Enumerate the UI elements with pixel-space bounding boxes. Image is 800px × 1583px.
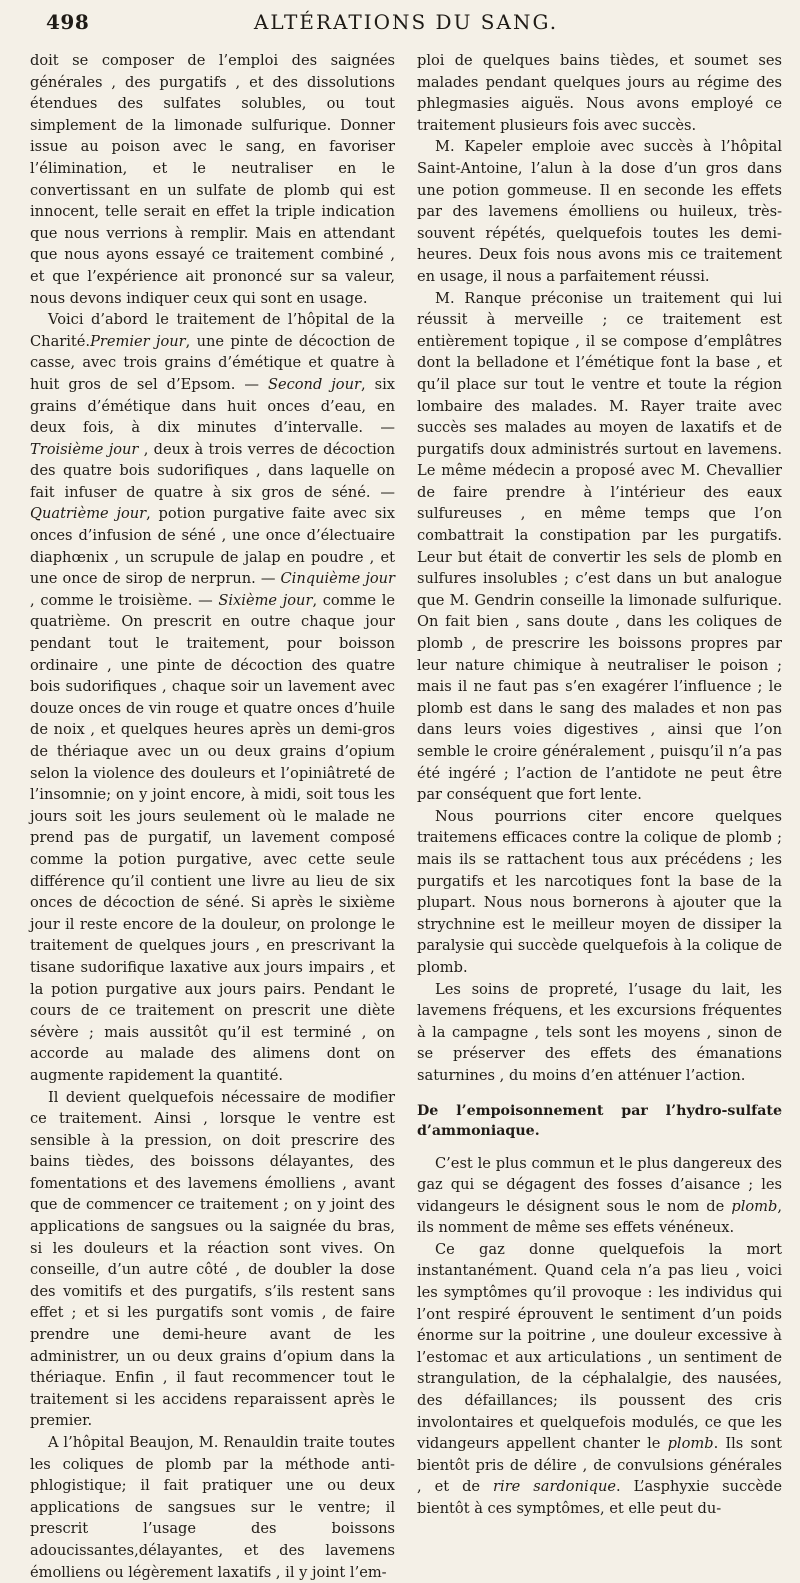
italic-run: Sixième jour: [218, 591, 313, 609]
italic-run: Cinquième jour: [280, 570, 396, 588]
text-run: , ils nomment de même ses effets vénéneux.: [417, 1197, 782, 1237]
italic-run: Second jour: [267, 375, 361, 393]
text-run: C’est le plus commun et le plus dangereux des gaz qui se dégagent des fosses d’aisance ; les vidangeurs le désignent sous le nom de: [417, 1154, 782, 1215]
text-run: , comme le quatrième. On prescrit en outre chaque jour pendant tout le traitement, pour boisson ordinaire , une pinte de décoction des quatre bois sudorifiques , chaque soir un lavement avec douze onces de vin rouge et quatre onces d’huile de noix , et quelques heures après un demi-gros de thériaque avec un ou deux grains d’opium selon la violence des douleurs et l’opiniâtreté de l’insomnie; on y joint encore, à midi, soit tous les jours soit les jours seulement où le malade ne prend pas de purgatif, un lavement composé comme la potion purgative, avec cette seule différence qu’il contient une livre au lieu de six onces de décoction de séné. Si après le sixième jour il reste encore de la douleur, on prolonge le traitement de quelques jours , en prescrivant la tisane sudorifique laxative aux jours impairs , et la potion purgative aux jours pairs. Pendant le cours de ce traitement on prescrit une diète sévère ; mais aussitôt qu’il est terminé , on accorde au malade des alimens dont on augmente rapidement la quantité.: [30, 591, 396, 1084]
section-title: De l’empoisonnement par l’hydro-sulfate d’ammoniaque.: [417, 1102, 782, 1139]
running-title: ALTÉRATIONS DU SANG.: [253, 10, 559, 34]
paragraph: ploi de quelques bains tièdes, et soumet ses malades pendant quelques jours au régime des phlegmasies aiguës. Nous avons employé ce traitement plusieurs fois avec succès.: [417, 52, 782, 134]
page-header: [30, 8, 782, 42]
paragraph: [30, 309, 395, 1086]
text-run: , potion purgative faite avec six onces d’infusion de séné , une once d’électuaire diaphœnix , un scrupule de jalap en poudre , et une once de sirop de nerprun. —: [30, 505, 396, 588]
italic-run: plomb: [667, 1435, 714, 1453]
italic-run: Troisième jour: [30, 440, 139, 458]
paragraph: M. Kapeler emploie avec succès à l’hôpital Saint-Antoine, l’alun à la dose d’un gros dans une potion gommeuse. Il en seconde les effets par des lavemens émolliens ou huileux, très-souvent répétés, quelquefois toutes les demi-heures. Deux fois nous avons mis ce traitement en usage, il nous a parfaitement réussi.: [417, 138, 782, 285]
text-run: . L’asphyxie succède bientôt à ces symptômes, et elle peut du-: [417, 1478, 782, 1517]
text-run: Ce gaz donne quelquefois la mort instantanément. Quand cela n’a pas lieu , voici les symptômes qu’il provoque : les individus qui l’ont respiré éprouvent le sentiment d’un poids énorme sur la poitrine , une douleur excessive à l’estomac et aux articulations , un sentiment de strangulation, de la céphalalgie, des nausées, des défaillances; ils poussent des cris involontaires et quelquefois modulés, ce que les vidangeurs appellent chanter le: [417, 1240, 782, 1453]
italic-run: Premier jour: [90, 332, 186, 350]
paragraph: M. Ranque préconise un traitement qui lui réussit à merveille ; ce traitement est entièrement topique , il se compose d’emplâtres dont la belladone et l’émétique font la base , et qu’il place sur tout le ventre et toute la région lombaire des malades. M. Rayer traite avec succès ses malades au moyen de laxatifs et de purgatifs doux administrés surtout en lavemens. Le même médecin a proposé avec M. Chevallier de faire prendre à l’intérieur des eaux sulfureuses , en même temps que l’on combattrait la constipation par les purgatifs. Leur but était de convertir les sels de plomb en sulfures insolubles ; c’est dans un but analogue que M. Gendrin conseille la limonade sulfurique. On fait bien , sans doute , dans les coliques de plomb , de prescrire les boissons propres par leur nature chimique à neutraliser le poison ; mais il ne faut pas s’en exagérer l’influence ; le plomb est dans le sang des malades et non pas dans leurs voies digestives , ainsi que l’on semble le croire généralement , puisqu’il n’a pas été ingéré ; l’action de l’antidote ne peut être par conséquent que fort lente.: [417, 289, 782, 804]
text-run: , deux à trois verres de décoction des quatre bois sudorifiques , dans laquelle on fait infuser de quatre à six gros de séné. —: [30, 440, 395, 501]
paragraph: Les soins de propreté, l’usage du lait, les lavemens fréquens, et les excursions fréquentes à la campagne , tels sont les moyens , sinon de se préserver des effets des émanations saturnines , du moins d’en atténuer l’action.: [417, 980, 782, 1084]
text-run: , comme le troisième. —: [30, 591, 219, 609]
paragraph: Nous pourrions citer encore quelques traitemens efficaces contre la colique de plomb ; mais ils se rattachent tous aux précédens ; les purgatifs et les narcotiques font la base de la plupart. Nous nous bornerons à ajouter que la strychnine est le meilleur moyen de dissiper la paralysie qui succède quelquefois à la colique de plomb.: [417, 807, 782, 976]
text-run: . Ils sont bientôt pris de délire , de convulsions générales , et de: [417, 1435, 782, 1496]
text-run: , six grains d’émétique dans huit onces d’eau, en deux fois, à dix minutes d’intervalle. —: [30, 375, 395, 437]
paragraph: Il devient quelquefois nécessaire de modifier ce traitement. Ainsi , lorsque le ventre est sensible à la pression, on doit prescrire des bains tièdes, des boissons délayantes, des fomentations et des lavemens émolliens , avant que de commencer ce traitement ; on y joint des applications de sangsues ou la saignée du bras, si les douleurs et la réaction sont vives. On conseille, d’un autre côté , de doubler la dose des vomitifs et des purgatifs, s’ils restent sans effet ; et si les purgatifs sont vomis , de faire prendre une demi-heure avant de les administrer, un ou deux grains d’opium dans la thériaque. Enfin , il faut recommencer tout le traitement si les accidens reparaissent après le premier.: [30, 1088, 395, 1430]
left-column: [30, 50, 395, 1583]
text-run: , une pinte de décoction de casse, avec trois grains d’émétique et quatre à huit gros de sel d’Epsom. —: [30, 332, 395, 393]
page-number: 498: [46, 10, 90, 34]
italic-run: Quatrième jour: [30, 505, 147, 523]
italic-run: rire sardonique: [493, 1478, 617, 1496]
right-column: [417, 50, 782, 1583]
paragraph: [417, 1153, 782, 1239]
italic-run: plomb: [731, 1197, 778, 1215]
text-run: Voici d’abord le traitement de l’hôpital de la Charité.: [30, 311, 395, 350]
two-column-body: [30, 50, 782, 1583]
paragraph: [417, 1239, 782, 1520]
paragraph: doit se composer de l’emploi des saignées générales , des purgatifs , et des dissolutions étendues des sulfates solubles, ou tout simplement de la limonade sulfurique. Donner issue au poison avec le sang, en favoriser l’élimination, et le neutraliser en le convertissant en un sulfate de plomb qui est innocent, telle serait en effet la triple indication que nous verrions à remplir. Mais en attendant que nous ayons essayé ce traitement combiné , et que l’expérience ait prononcé sur sa valeur, nous devons indiquer ceux qui sont en usage.: [30, 52, 395, 307]
paragraph: A l’hôpital Beaujon, M. Renauldin traite toutes les coliques de plomb par la méthode anti-phlogistique; il fait pratiquer une ou deux applications de sangsues sur le ventre; il prescrit l’usage des boissons adoucissantes,délayantes, et des lavemens émolliens ou légèrement laxatifs , il y joint l’em-: [30, 1434, 395, 1581]
